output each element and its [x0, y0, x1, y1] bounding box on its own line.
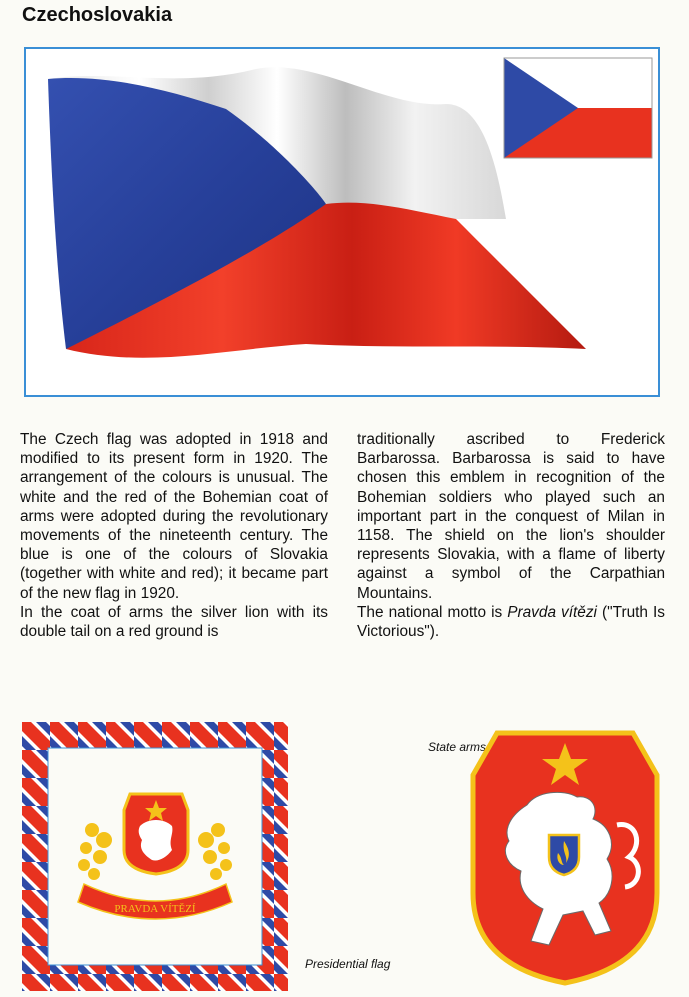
- paragraph-coat-of-arms: In the coat of arms the silver lion with its double tail on a red ground is: [20, 603, 328, 641]
- waving-flag-illustration: [26, 49, 660, 397]
- paragraph-flag-history: The Czech flag was adopted in 1918 and modified to its present form in 1920. The arrangement of the colours is unusual. The white and the red of the Bohemian coat of arms were adopted during the revolutionary movements of the nineteenth century. The blue is one of the colours of Slovakia (together with white and red); it became part of the new flag in 1920.: [20, 431, 328, 602]
- text-column-left: [20, 430, 328, 641]
- ribbon-motto: PRAVDA VÍTĚZÍ: [114, 903, 196, 915]
- state-arms-caption: State arms: [428, 740, 487, 754]
- paragraph-motto: [357, 603, 665, 641]
- presidential-flag-caption: Presidential flag: [305, 957, 391, 971]
- flat-flag: [504, 58, 652, 158]
- paragraph-barbarossa: traditionally ascribed to Frederick Barbarossa. Barbarossa is said to have chosen this emblem in recognition of the Bohemian soldiers who played such an important part in the conquest of Milan in 1158. The shield on the lion's shoulder represents Slovakia, with a flame of liberty against a symbol of the Carpathian Mountains.: [357, 431, 665, 602]
- text-column-right: [357, 430, 665, 641]
- motto-text: Pravda vítězi: [507, 603, 597, 621]
- state-arms: [467, 725, 663, 989]
- motto-translation: ("Truth Is Victorious").: [357, 603, 665, 641]
- page-title: Czechoslovakia: [22, 4, 173, 26]
- presidential-flag: [22, 722, 288, 991]
- motto-intro: The national motto is: [357, 603, 508, 621]
- flag-illustration-frame: [24, 47, 660, 397]
